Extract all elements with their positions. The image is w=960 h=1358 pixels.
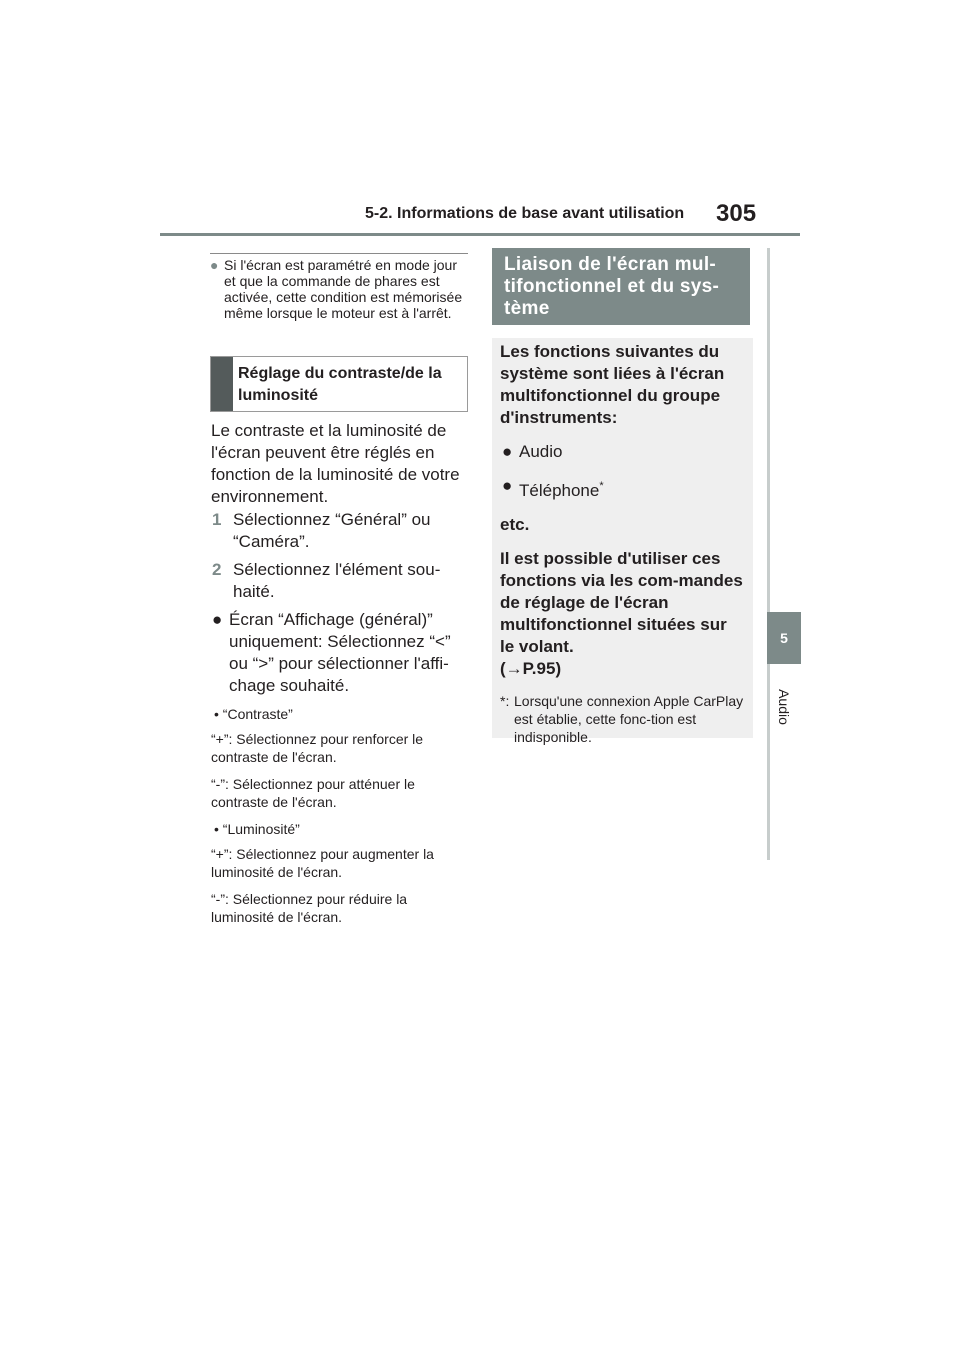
system-etc: etc.: [500, 514, 530, 534]
section-heading-bar: [211, 357, 233, 411]
section-title: Réglage du contraste/de la luminosité: [238, 365, 442, 404]
footnote-marker: *: [599, 480, 604, 492]
step-text: Sélectionnez l'élément sou-haité.: [233, 560, 441, 601]
running-header: 5-2. Informations de base avant utilisation: [365, 205, 685, 222]
footnote-mark: *:: [500, 692, 510, 709]
system-section-content: [500, 341, 745, 746]
chapter-label: Audio: [776, 689, 792, 725]
bullet-icon: ●: [502, 476, 513, 495]
section-heading: [210, 356, 468, 412]
system-section-title: Liaison de l'écran mul-tifonctionnel et du sys-tème: [492, 248, 750, 325]
luminosite-minus: “-”: Sélectionnez pour réduire la luminosité de l'écran.: [211, 891, 408, 925]
side-rule: [767, 248, 770, 860]
contraste-plus: “+”: Sélectionnez pour renforcer le contraste de l'écran.: [211, 731, 424, 765]
step-1: [212, 509, 470, 553]
header-rule: [160, 233, 800, 236]
footnote: [500, 692, 745, 746]
contraste-minus: “-”: Sélectionnez pour atténuer le contraste de l'écran.: [211, 776, 415, 810]
note: [210, 257, 472, 321]
bullet-icon: ●: [502, 442, 513, 461]
note-text: Si l'écran est paramétré en mode jour et que la commande de phares est activée, cette condition est mémorisée même lorsque le moteur est à l'arrêt.: [224, 257, 463, 321]
chapter-tab: 5: [767, 612, 801, 664]
note-bullet-icon: ●: [210, 257, 219, 273]
intro-paragraph: Le contraste et la luminosité de l'écran peuvent être réglés en fonction de la luminosité de votre environnement.: [211, 421, 460, 506]
page-number: 305: [716, 200, 757, 227]
system-lead: Les fonctions suivantes du système sont liées à l'écran multifonctionnel du groupe d'instruments:: [500, 342, 725, 427]
step-text: Sélectionnez “Général” ou “Caméra”.: [233, 510, 431, 551]
luminosite-plus: “+”: Sélectionnez pour augmenter la luminosité de l'écran.: [211, 846, 434, 880]
page-reference-link[interactable]: (→P.95): [500, 658, 562, 678]
bullet-icon: ●: [212, 610, 223, 629]
note-rule: [210, 253, 468, 254]
ecran-item: [212, 609, 474, 697]
ecran-text: Écran “Affichage (général)” uniquement: Sélectionnez “<” ou “>” pour sélectionner l'affi-chage souhaité.: [229, 610, 451, 695]
system-possible: Il est possible d'utiliser ces fonctions via les com-mandes de réglage de l'écran multifonctionnel situées sur le volant.: [500, 548, 743, 656]
list-item-telephone: [500, 475, 745, 502]
luminosite-label: • “Luminosité”: [214, 821, 300, 837]
step-number: 1: [212, 510, 222, 529]
footnote-text: Lorsqu'une connexion Apple CarPlay est établie, cette fonc-tion est indisponible.: [514, 692, 744, 745]
step-number: 2: [212, 560, 222, 579]
step-2: [212, 559, 470, 603]
list-item-audio: [500, 441, 745, 463]
contraste-label: • “Contraste”: [214, 706, 293, 722]
list-item-text: Audio: [519, 442, 563, 461]
list-item-text: Téléphone: [519, 480, 600, 500]
